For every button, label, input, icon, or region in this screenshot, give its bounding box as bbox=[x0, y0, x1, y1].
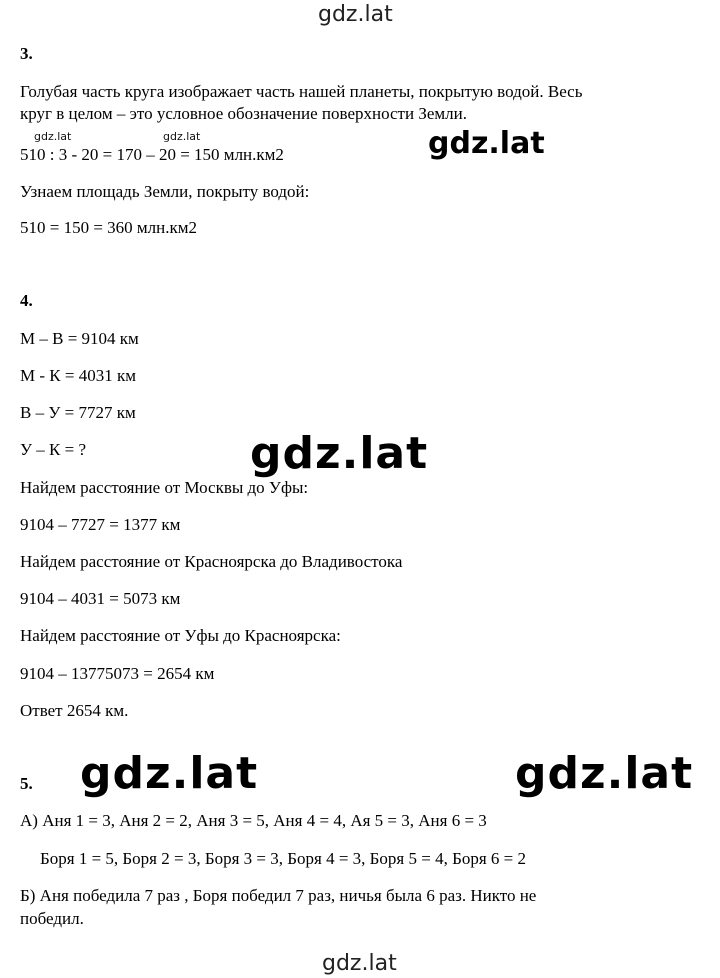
task3-paragraph-line1: Голубая часть круга изображает часть нашей планеты, покрытую водой. Весь bbox=[20, 82, 583, 101]
task4-line: Найдем расстояние от Красноярска до Владивостока bbox=[20, 552, 403, 571]
watermark-left: gdz.lat bbox=[80, 748, 259, 799]
task4-line: Найдем расстояние от Уфы до Красноярска: bbox=[20, 626, 341, 645]
watermark-small-2: gdz.lat bbox=[163, 130, 201, 143]
task4-number: 4. bbox=[20, 291, 33, 310]
task5-number: 5. bbox=[20, 774, 33, 793]
watermark-medium: gdz.lat bbox=[428, 126, 545, 161]
watermark-right: gdz.lat bbox=[515, 748, 694, 799]
task5-line-b2: победил. bbox=[20, 909, 84, 928]
task3-paragraph-line2: круг в целом – это условное обозначение поверхности Земли. bbox=[20, 104, 467, 123]
watermark-bottom: gdz.lat bbox=[322, 951, 397, 976]
task5-line-a: А) Аня 1 = 3, Аня 2 = 2, Аня 3 = 5, Аня 4 = 4, Ая 5 = 3, Аня 6 = 3 bbox=[20, 811, 487, 830]
watermark-top: gdz.lat bbox=[318, 2, 393, 27]
task4-line: 9104 – 4031 = 5073 км bbox=[20, 589, 181, 608]
task4-line: 9104 – 13775073 = 2654 км bbox=[20, 664, 215, 683]
task3-calculation-2: 510 = 150 = 360 млн.км2 bbox=[20, 218, 198, 237]
task5-line-a2: Боря 1 = 5, Боря 2 = 3, Боря 3 = 3, Боря 4 = 3, Боря 5 = 4, Боря 6 = 2 bbox=[40, 849, 527, 868]
task5-line-b1: Б) Аня победила 7 раз , Боря победил 7 раз, ничья была 6 раз. Никто не bbox=[20, 886, 537, 905]
watermark-center: gdz.lat bbox=[250, 428, 429, 479]
watermark-small-1: gdz.lat bbox=[34, 130, 72, 143]
task3-calculation-1: 510 : 3 - 20 = 170 – 20 = 150 млн.км2 bbox=[20, 145, 284, 164]
task4-line: В – У = 7727 км bbox=[20, 403, 136, 422]
task4-line: М – В = 9104 км bbox=[20, 329, 139, 348]
task4-line: М - К = 4031 км bbox=[20, 366, 136, 385]
task4-line: 9104 – 7727 = 1377 км bbox=[20, 515, 181, 534]
task4-line: У – К = ? bbox=[20, 440, 87, 459]
task4-answer: Ответ 2654 км. bbox=[20, 701, 129, 720]
task3-number: 3. bbox=[20, 44, 33, 63]
task4-line: Найдем расстояние от Москвы до Уфы: bbox=[20, 478, 309, 497]
task3-text-2: Узнаем площадь Земли, покрыту водой: bbox=[20, 182, 310, 201]
